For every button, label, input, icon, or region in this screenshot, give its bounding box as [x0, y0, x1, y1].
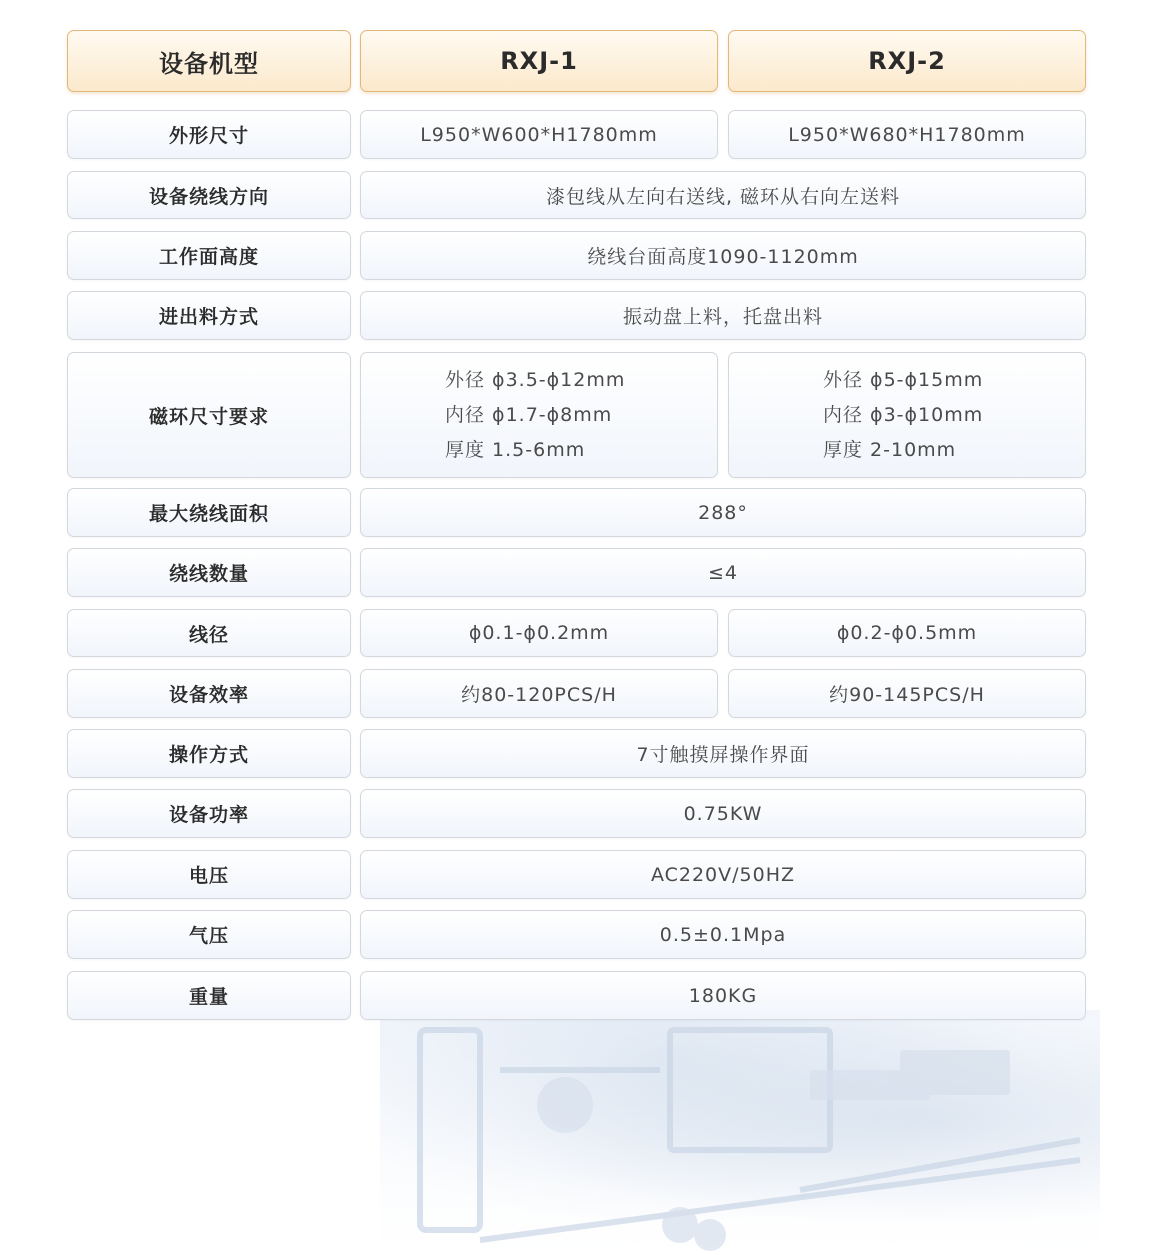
table-row-air-pressure	[67, 910, 1086, 959]
row-label: 设备功率	[67, 789, 351, 838]
row-label: 进出料方式	[67, 291, 351, 340]
row-label: 操作方式	[67, 729, 351, 778]
rxj-2-value: 约90-145PCS/H	[728, 669, 1086, 718]
row-label: 磁环尺寸要求	[67, 352, 351, 478]
table-row-power	[67, 789, 1086, 838]
row-label: 绕线数量	[67, 548, 351, 597]
table-row-winding-direction	[67, 171, 1086, 219]
header-label-cell: 设备机型	[67, 30, 351, 92]
shared-value: 漆包线从左向右送线, 磁环从右向左送料	[360, 171, 1086, 219]
row-label: 气压	[67, 910, 351, 959]
rxj-2-ring-size	[728, 352, 1086, 478]
machine-silhouette-icon	[380, 1010, 1100, 1255]
header-model-rxj-1: RXJ-1	[360, 30, 718, 92]
shared-value: 振动盘上料，托盘出料	[360, 291, 1086, 340]
table-row-feed-method	[67, 291, 1086, 340]
row-label: 最大绕线面积	[67, 488, 351, 537]
table-row-max-winding-area	[67, 488, 1086, 537]
row-label: 电压	[67, 850, 351, 899]
rxj-2-value: ϕ0.2-ϕ0.5mm	[728, 609, 1086, 657]
inner-diameter: 内径 ϕ3-ϕ10mm	[823, 403, 984, 426]
rxj-1-ring-size	[360, 352, 718, 478]
table-row-operation	[67, 729, 1086, 778]
table-row-ring-size	[67, 352, 1086, 478]
shared-value: 7寸触摸屏操作界面	[360, 729, 1086, 778]
row-label: 线径	[67, 609, 351, 657]
inner-diameter: 内径 ϕ1.7-ϕ8mm	[445, 403, 613, 426]
outer-diameter: 外径 ϕ3.5-ϕ12mm	[445, 368, 626, 391]
shared-value: AC220V/50HZ	[360, 850, 1086, 899]
shared-value: 绕线台面高度1090-1120mm	[360, 231, 1086, 280]
table-row-wire-diameter	[67, 609, 1086, 657]
table-header-row	[67, 30, 1086, 92]
header-model-rxj-2: RXJ-2	[728, 30, 1086, 92]
thickness: 厚度 1.5-6mm	[445, 438, 586, 461]
table-row-efficiency	[67, 669, 1086, 718]
row-label: 设备绕线方向	[67, 171, 351, 219]
table-row-dimensions	[67, 110, 1086, 159]
table-row-voltage	[67, 850, 1086, 899]
table-row-weight	[67, 971, 1086, 1020]
rxj-1-value: 约80-120PCS/H	[360, 669, 718, 718]
shared-value: ≤4	[360, 548, 1086, 597]
table-row-work-height	[67, 231, 1086, 280]
background-machine-image	[380, 1010, 1100, 1255]
row-label: 重量	[67, 971, 351, 1020]
shared-value: 288°	[360, 488, 1086, 537]
shared-value: 0.5±0.1Mpa	[360, 910, 1086, 959]
row-label: 工作面高度	[67, 231, 351, 280]
thickness: 厚度 2-10mm	[823, 438, 957, 461]
rxj-1-value: ϕ0.1-ϕ0.2mm	[360, 609, 718, 657]
table-row-winding-count	[67, 548, 1086, 597]
outer-diameter: 外径 ϕ5-ϕ15mm	[823, 368, 984, 391]
rxj-1-value: L950*W600*H1780mm	[360, 110, 718, 159]
row-label: 外形尺寸	[67, 110, 351, 159]
shared-value: 180KG	[360, 971, 1086, 1020]
shared-value: 0.75KW	[360, 789, 1086, 838]
rxj-2-value: L950*W680*H1780mm	[728, 110, 1086, 159]
row-label: 设备效率	[67, 669, 351, 718]
